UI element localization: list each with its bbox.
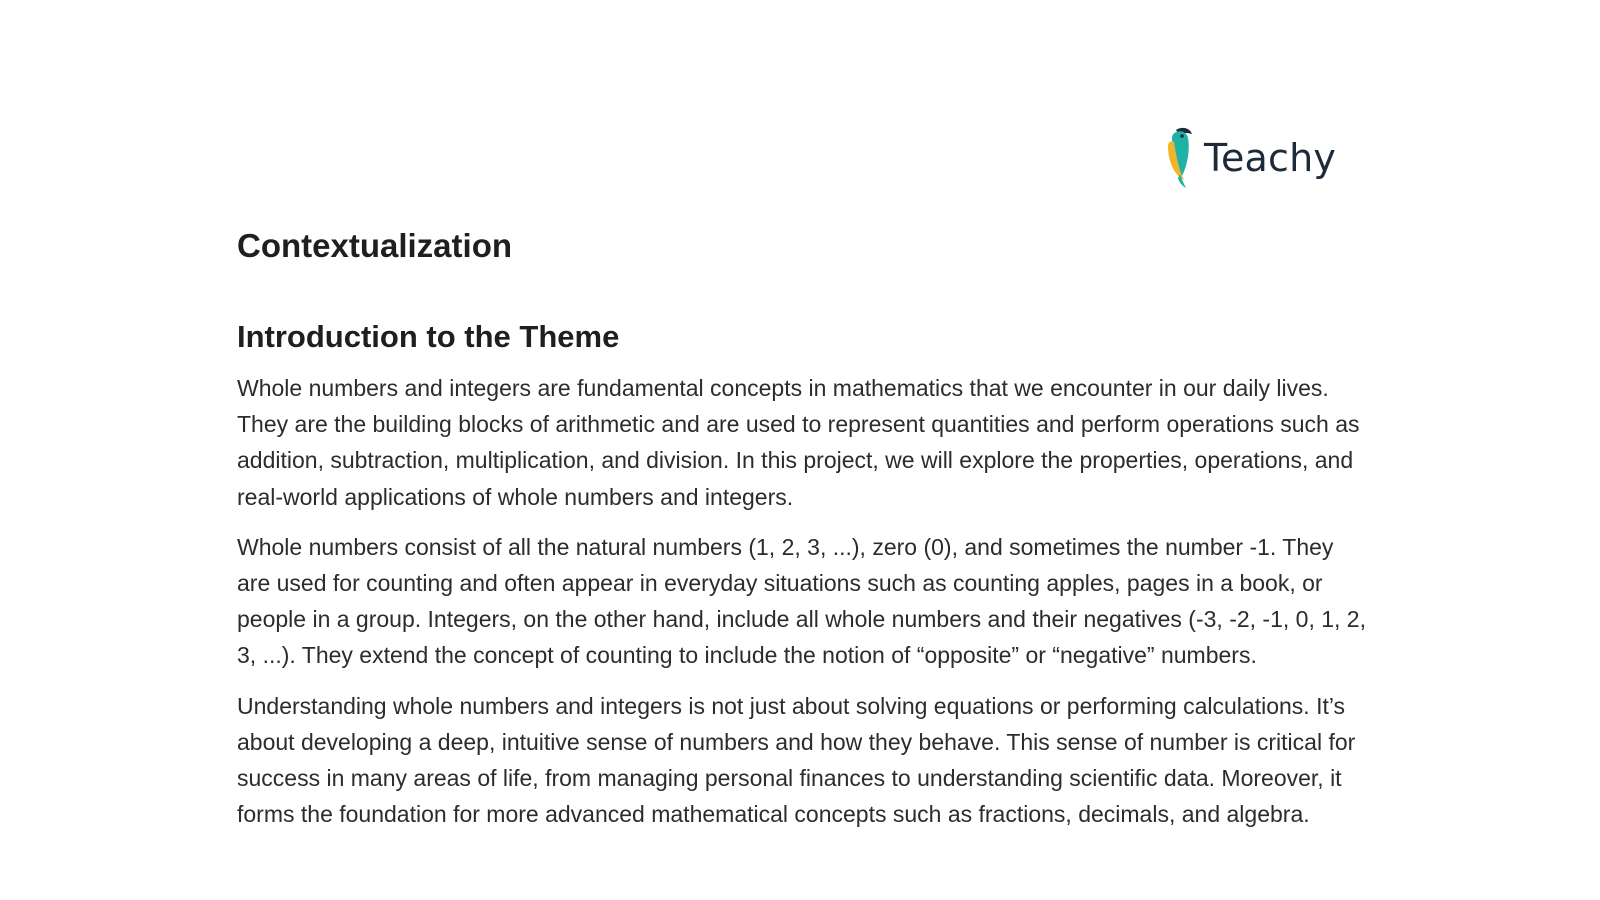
logo-wordmark: Teachy — [1204, 136, 1337, 180]
teachy-logo — [1162, 124, 1336, 190]
paragraph-3: Understanding whole numbers and integers is not just about solving equations or performing calculations. It’s about developing a deep, intuitive sense of numbers and how they behave. This sense of number is critical for success in many areas of life, from managing personal finances to understanding scientific data. Moreover, it forms the foundation for more advanced mathematical concepts such as fractions, decimals, and algebra. — [237, 692, 1356, 828]
paragraph-1: Whole numbers and integers are fundamental concepts in mathematics that we encounter in our daily lives. They are the building blocks of arithmetic and are used to represent quantities and perform operations such as addition, subtraction, multiplication, and division. In this project, we will explore the properties, operations, and real-world applications of whole numbers and integers. — [237, 375, 1360, 510]
document-content — [237, 222, 1367, 832]
parrot-icon — [1162, 124, 1198, 190]
paragraph-2: Whole numbers consist of all the natural numbers (1, 2, 3, ...), zero (0), and sometimes the number -1. They are used for counting and often appear in everyday situations such as counting apples, pages in a book, or people in a group. Integers, on the other hand, include all whole numbers and their negatives (-3, -2, -1, 0, 1, 2, 3, ...). They extend the concept of counting to include the notion of “opposite” or “negative” numbers. — [237, 533, 1366, 669]
subsection-title: Introduction to the Theme — [237, 319, 620, 354]
section-title: Contextualization — [237, 227, 513, 264]
